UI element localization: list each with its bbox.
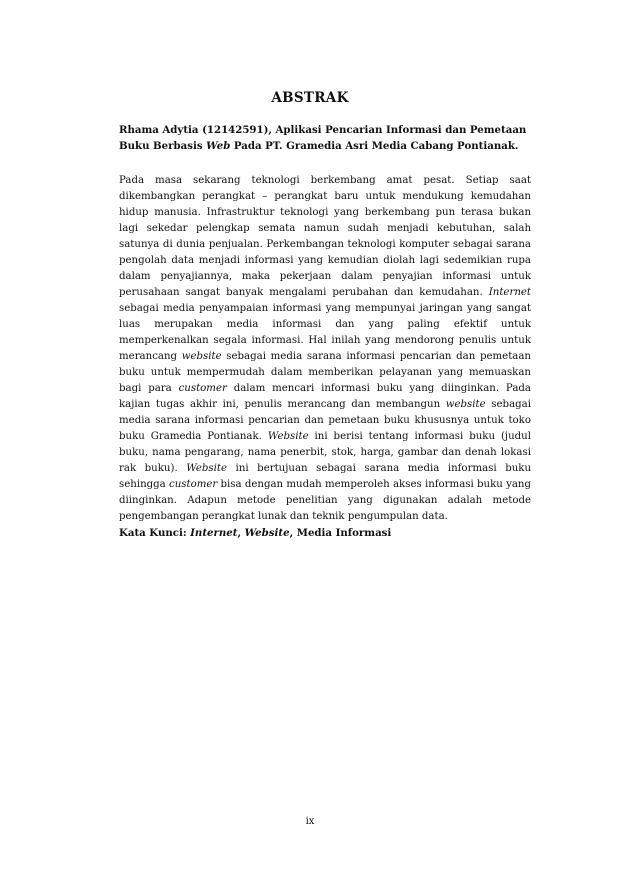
- abstract-text-2: sebagai media penyampaian informasi yang mempunyai jaringan yang sangat luas merupakan media informasi dan yang paling efektif untuk memperkenalkan segala informasi. Hal inilah yang mendorong penulis untuk merancang: [119, 303, 531, 362]
- term-website: Website: [186, 463, 228, 474]
- author-name-line: Rhama Adytia (12142591), Aplikasi Pencarian Informasi dan Pemetaan: [119, 124, 527, 136]
- page-title: ABSTRAK: [271, 90, 349, 106]
- keywords-label: Kata Kunci:: [119, 527, 191, 539]
- abstract-content: [119, 122, 531, 541]
- keyword-separator: ,: [237, 527, 245, 539]
- term-website: website: [445, 399, 486, 410]
- thesis-title-part2: Pada PT. Gramedia Asri Media Cabang Pontianak.: [230, 140, 519, 152]
- keywords-line: [119, 525, 531, 541]
- page-number: ix: [305, 816, 315, 827]
- keyword-media-informasi: , Media Informasi: [289, 527, 392, 539]
- abstract-text-6: ini berisi tentang informasi buku (judul buku, nama pengarang, nama penerbit, stok, harga, gambar dan denah lokasi rak buku).: [119, 431, 531, 474]
- abstract-body: [119, 173, 531, 525]
- abstract-text-4: dalam mencari informasi buku yang diinginkan. Pada kajian tugas akhir ini, penulis merancang dan membangun: [119, 383, 531, 410]
- abstract-text-5: sebagai media sarana informasi pencarian dan pemetaan buku khususnya untuk toko buku Gramedia Pontianak.: [119, 399, 531, 442]
- keyword-internet: Internet: [190, 527, 238, 539]
- term-customer: customer: [169, 479, 218, 490]
- term-internet: Internet: [488, 287, 531, 298]
- abstract-text-1: Pada masa sekarang teknologi berkembang amat pesat. Setiap saat dikembangkan perangkat – perangkat baru untuk mendukung kemudahan hidup manusia. Infrastruktur teknologi yang berkembang pun terasa bukan lagi sekedar pelengkap semata namun sudah menjadi kebutuhan, salah satunya di dunia penjualan. Perkembangan teknologi komputer sebagai sarana pengolah data menjadi informasi yang kemudian diolah lagi sedemikian rupa dalam penyajiannya, maka pekerjaan dalam penyajian informasi untuk perusahaan sangat banyak mengalami perubahan dan kemudahan.: [119, 175, 531, 298]
- thesis-title-part1: Buku Berbasis: [119, 140, 207, 152]
- term-website: Website: [267, 431, 309, 442]
- keyword-website: Website: [244, 527, 290, 539]
- abstract-text-7: ini bertujuan sebagai sarana media informasi buku sehingga: [119, 463, 532, 490]
- author-block: [119, 122, 531, 154]
- abstract-text-3: sebagai media sarana informasi pencarian dan pemetaan buku untuk mempermudah dalam memberikan pelayanan yang memuaskan bagi para: [119, 351, 531, 394]
- term-website: website: [181, 351, 222, 362]
- abstract-text-8: bisa dengan mudah memperoleh akses informasi buku yang diinginkan. Adapun metode penelitian yang digunakan adalah metode pengembangan perangkat lunak dan teknik pengumpulan data.: [119, 479, 531, 522]
- term-customer: customer: [178, 383, 227, 394]
- thesis-title-web: Web: [206, 140, 231, 152]
